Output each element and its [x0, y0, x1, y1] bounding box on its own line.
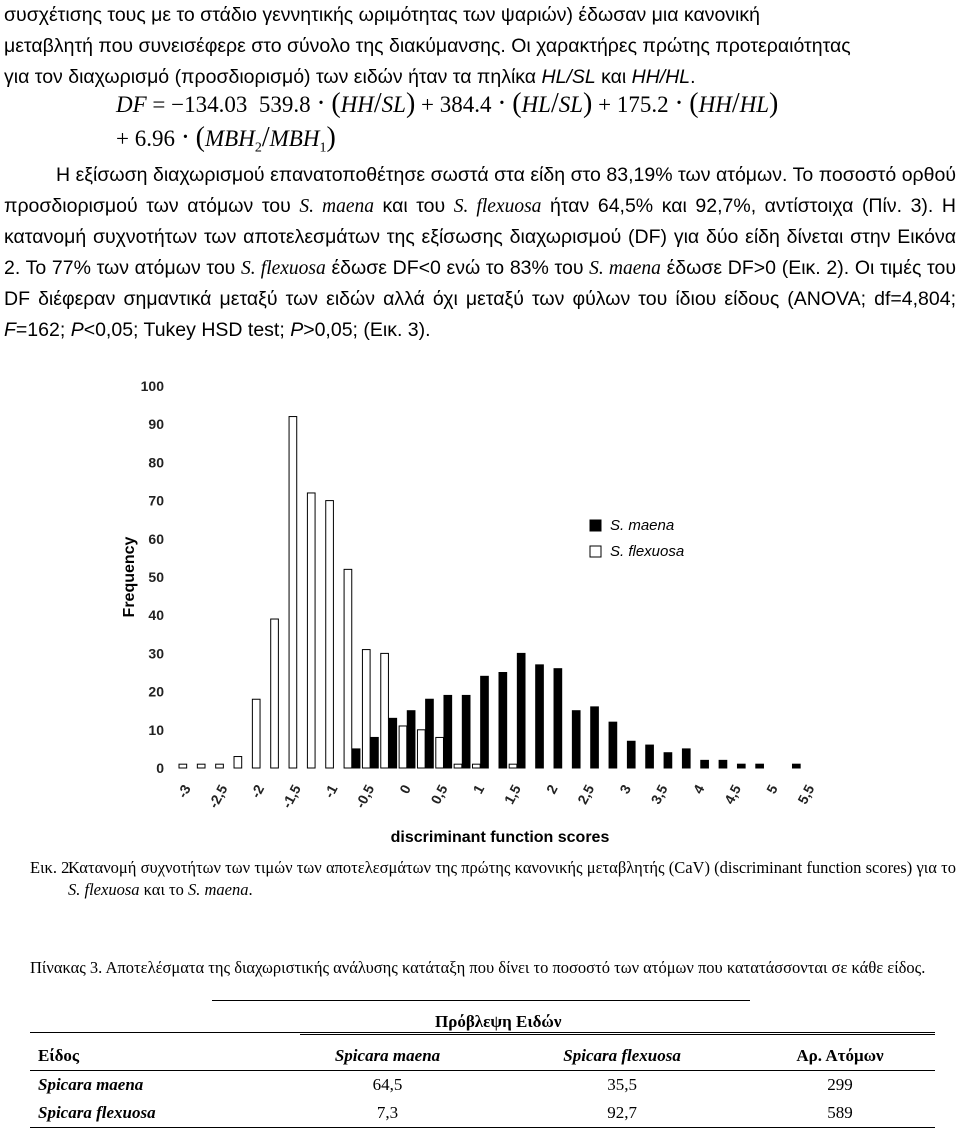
legend-swatch-s-maena — [590, 520, 601, 531]
text-span: . — [248, 880, 253, 899]
col-header: Spicara maena — [334, 1046, 441, 1065]
results-text — [4, 160, 956, 346]
bar-s-maena — [444, 695, 452, 768]
bar-s-flexuosa — [362, 650, 370, 768]
y-tick-label: 100 — [140, 378, 164, 394]
y-tick-label: 90 — [148, 416, 164, 433]
bar-s-maena — [737, 764, 745, 768]
y-axis-label: Frequency — [121, 536, 138, 618]
bar-s-maena — [499, 673, 507, 769]
eq-equals: = — [152, 92, 166, 117]
species-name: S. maena — [589, 258, 661, 279]
x-tick-label: 4,5 — [720, 781, 745, 807]
eq-coef: + 384.4 — [421, 92, 492, 117]
species-name: S. flexuosa — [453, 196, 542, 217]
text-span: ήταν 64,5% και 92,7%, αντίστοιχα (Πίν. 3). Η κατανομή συχνοτήτων των αποτελεσμάτων της εξίσωσης διαχωρισμού (DF) για δύο είδη δίνεται στην Εικόνα 2. Το 77% των ατόμων του — [4, 195, 957, 279]
bar-s-flexuosa — [197, 764, 205, 768]
bar-s-maena — [609, 722, 617, 768]
bar-s-flexuosa — [289, 417, 297, 768]
bar-s-maena — [554, 669, 562, 768]
eq-coef: 539.8 — [258, 92, 311, 117]
x-tick-label: -1 — [320, 781, 341, 801]
eq-term: HH — [340, 92, 374, 117]
bar-s-flexuosa — [271, 619, 279, 768]
text-span: =162; — [15, 319, 71, 341]
eq-term: SL — [558, 92, 584, 117]
eq-term: HL — [521, 92, 551, 117]
stat-symbol: P — [290, 319, 304, 341]
bar-s-flexuosa — [454, 764, 462, 768]
eq-coef: + 175.2 — [598, 92, 669, 117]
text-span: >0,05; (Εικ. 3). — [303, 319, 431, 341]
stat-symbol: F — [4, 319, 16, 341]
table-cell: 35,5 — [607, 1075, 637, 1094]
text-line: συσχέτισης τους με το στάδιο γεννητικής ωριμότητας των ψαριών) έδωσαν μια κανονική — [4, 4, 760, 26]
text-span: και — [595, 66, 632, 88]
bar-s-flexuosa — [436, 737, 444, 768]
legend-label-s-maena: S. maena — [610, 517, 675, 534]
x-tick-label: 2 — [542, 781, 561, 797]
figure-caption-text — [68, 857, 956, 901]
x-tick-label: 1 — [469, 781, 488, 797]
bar-s-flexuosa — [326, 501, 334, 768]
equation-line-1: DF = −134.03 539.8 · (HH/SL) + 384.4 · (HL/SL) + 175.2 · (HH/HL) — [116, 88, 779, 119]
bar-s-maena — [627, 741, 635, 768]
eq-term: SL — [381, 92, 406, 117]
table-cell: 589 — [827, 1103, 853, 1122]
table-caption-text: Αποτελέσματα της διαχωριστικής ανάλυσης κατάταξη που δίνει το ποσοστό των ατόμων που κατατάσσονται σε κάθε είδος. — [102, 958, 926, 977]
eq-coef: −134.03 — [171, 92, 248, 117]
bar-s-maena — [756, 764, 764, 768]
bar-s-maena — [462, 695, 470, 768]
paragraph-results — [4, 160, 956, 346]
ratio-hl-sl: HL/SL — [541, 66, 596, 88]
text-span: έδωσε DF<0 ενώ το 83% του — [325, 257, 590, 279]
bar-s-maena — [572, 711, 580, 768]
text-span: . — [690, 66, 696, 88]
eq-term: MBH — [205, 126, 255, 151]
histogram-chart — [110, 370, 830, 850]
bar-s-maena — [352, 749, 360, 768]
bar-s-maena — [664, 753, 672, 768]
y-tick-label: 30 — [148, 645, 164, 662]
eq-coef: + 6.96 — [116, 126, 175, 151]
x-tick-label: 5 — [763, 781, 781, 797]
bar-s-flexuosa — [179, 764, 187, 768]
table-label: Πίνακας 3. — [30, 958, 103, 977]
table-cell: 299 — [827, 1075, 853, 1094]
text-span: έδωσε DF>0 (Εικ. 2). Οι τιμές του DF διέφεραν σημαντικά μεταξύ των ειδών αλλά όχι μεταξύ των φύλων του ίδιου είδους (ANOVA; df=4,804; — [4, 257, 956, 310]
table-cell: Spicara maena — [38, 1075, 144, 1094]
x-tick-label: -1,5 — [278, 781, 304, 811]
bar-s-maena — [517, 653, 525, 768]
y-tick-label: 80 — [148, 454, 164, 471]
bar-s-flexuosa — [307, 493, 315, 768]
species-name: S. maena — [299, 196, 374, 217]
x-axis-label: discriminant function scores — [390, 829, 610, 846]
y-tick-label: 60 — [148, 530, 164, 547]
bar-s-maena — [701, 760, 709, 768]
text-span: για τον διαχωρισμό (προσδιορισμό) των ειδών ήταν τα πηλίκα — [4, 66, 542, 88]
bar-s-flexuosa — [509, 764, 517, 768]
table-cell: Spicara flexuosa — [38, 1103, 156, 1122]
text-span: Κατανομή συχνοτήτων των τιμών των αποτελεσμάτων της πρώτης κανονικής μεταβλητής (CaV) (discriminant function scores) για το — [68, 858, 956, 877]
text-span: Η εξίσωση διαχωρισμού επανατοποθέτησε σωστά στα είδη στο 83,19% των ατόμων. Το ποσοστό ορθού προσδιορισμού των ατόμων του — [4, 164, 956, 217]
species-name: S. maena — [188, 880, 249, 899]
x-tick-label: 2,5 — [574, 781, 598, 807]
bar-s-flexuosa — [417, 730, 425, 768]
divider — [212, 1000, 750, 1001]
table-cell: 92,7 — [607, 1103, 637, 1122]
table-cell: 64,5 — [372, 1075, 403, 1094]
species-name: S. flexuosa — [68, 880, 140, 899]
eq-sub: 1 — [319, 140, 327, 156]
text-span: <0,05; Tukey HSD test; — [83, 319, 291, 341]
bar-s-maena — [389, 718, 397, 768]
x-tick-label: 3 — [616, 781, 635, 797]
species-name: S. flexuosa — [241, 258, 326, 279]
text-span: και το — [139, 880, 189, 899]
table-row — [30, 1071, 935, 1100]
paragraph-intro — [4, 0, 956, 93]
stat-symbol: P — [70, 319, 84, 341]
y-tick-label: 50 — [148, 569, 164, 585]
legend-swatch-s-flexuosa — [590, 546, 601, 557]
col-header: Spicara flexuosa — [563, 1046, 681, 1065]
bar-s-maena — [792, 764, 800, 768]
bar-s-maena — [371, 737, 379, 768]
x-tick-label: -2 — [247, 781, 268, 801]
text-span: και του — [373, 195, 454, 217]
table-cell: 7,3 — [376, 1103, 399, 1122]
x-tick-label: 4 — [689, 781, 708, 797]
results-table — [30, 1042, 935, 1128]
table-group-header: Πρόβλεψη Ειδών — [435, 1012, 562, 1031]
table-row — [30, 1099, 935, 1128]
x-tick-label: -0,5 — [351, 781, 378, 811]
y-tick-label: 20 — [148, 683, 164, 700]
bar-s-maena — [481, 676, 489, 768]
text-line: μεταβλητή που συνεισέφερε στο σύνολο της διακύμανσης. Οι χαρακτήρες πρώτης προτεραιότητας — [4, 35, 851, 57]
bar-s-maena — [719, 760, 727, 768]
eq-lhs: DF — [116, 92, 147, 117]
y-tick-label: 10 — [148, 721, 164, 738]
bar-s-maena — [646, 745, 654, 768]
figure-label: Εικ. 2. — [30, 858, 74, 877]
x-tick-label: 0 — [396, 781, 414, 797]
eq-term: MBH — [269, 126, 320, 151]
bar-s-flexuosa — [381, 653, 389, 768]
bar-s-flexuosa — [399, 726, 407, 768]
x-tick-label: -2,5 — [205, 781, 231, 811]
col-header: Είδος — [38, 1046, 80, 1065]
bar-s-flexuosa — [234, 757, 242, 768]
y-tick-label: 0 — [156, 760, 164, 776]
bar-s-flexuosa — [472, 764, 480, 768]
bar-s-maena — [591, 707, 599, 768]
bar-s-maena — [682, 749, 690, 768]
col-header: Αρ. Ατόμων — [796, 1046, 884, 1065]
table-caption — [30, 957, 956, 979]
bar-s-maena — [536, 665, 544, 768]
ratio-hh-hl: HH/HL — [631, 66, 691, 88]
x-tick-label: 0,5 — [427, 781, 451, 807]
eq-term: HH — [698, 92, 732, 117]
bar-s-maena — [407, 711, 415, 768]
table-rule-group — [300, 1034, 935, 1035]
x-tick-label: 1,5 — [500, 781, 524, 807]
table-header-row — [30, 1042, 935, 1071]
bar-s-flexuosa — [216, 764, 224, 768]
legend-label-s-flexuosa: S. flexuosa — [610, 543, 685, 560]
table-rule-top — [30, 1032, 935, 1033]
eq-term: HL — [739, 92, 770, 117]
x-tick-label: 3,5 — [647, 781, 671, 807]
bar-s-flexuosa — [252, 699, 260, 768]
eq-sub: 2 — [254, 140, 262, 156]
equation-line-2: + $6.96 \cdot (MBH_2/MBH_1)$ — [116, 122, 336, 156]
x-tick-label: -3 — [173, 781, 194, 801]
x-tick-label: 5,5 — [794, 781, 818, 807]
bar-s-maena — [426, 699, 434, 768]
y-tick-label: 40 — [148, 607, 164, 624]
y-tick-label: 70 — [148, 492, 164, 509]
bar-s-flexuosa — [344, 569, 352, 768]
